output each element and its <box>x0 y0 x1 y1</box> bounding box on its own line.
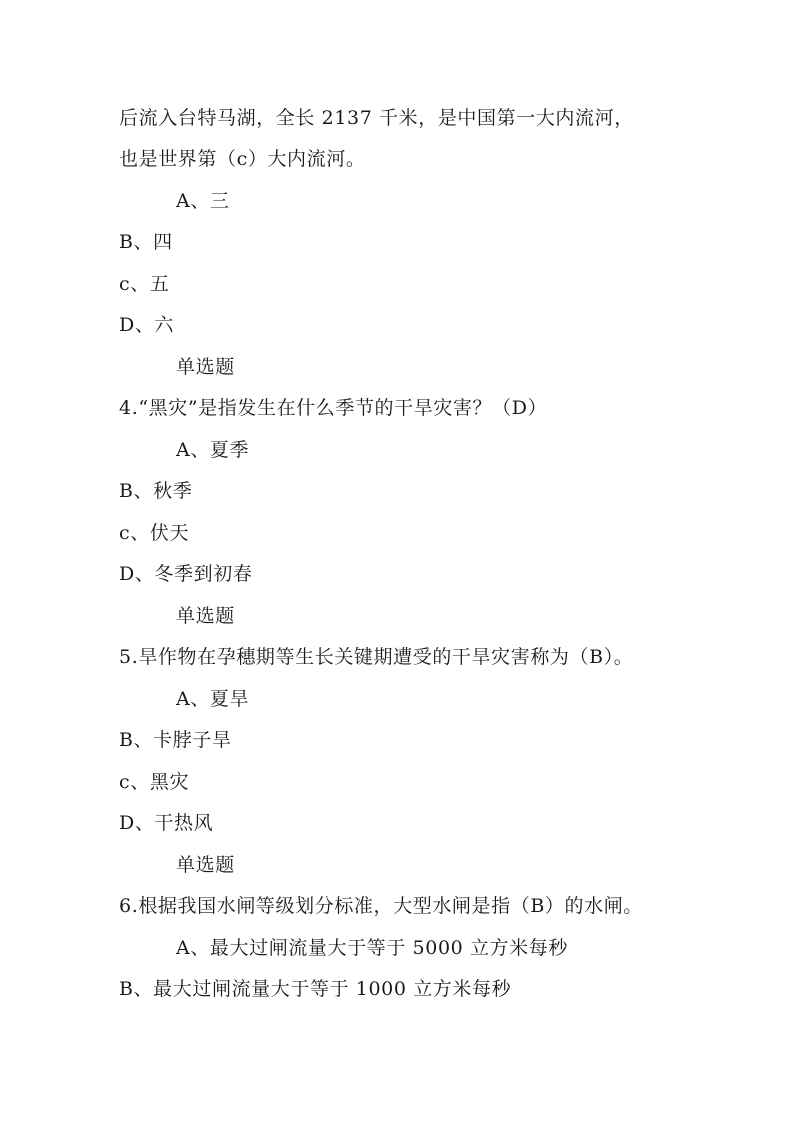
question-5-option-d: D、干热风 <box>119 812 214 834</box>
question-4-option-b: B、秋季 <box>119 480 193 502</box>
question-4-type-label: 单选题 <box>176 356 235 378</box>
question-4-option-a: A、夏季 <box>176 439 250 461</box>
question-4-option-c: c、伏天 <box>119 522 190 544</box>
question-6-text: 6.根据我国水闸等级划分标准，大型水闸是指（B）的水闸。 <box>119 895 643 917</box>
question-3-text-line-2: 也是世界第（c）大内流河。 <box>119 148 366 170</box>
question-5-option-b: B、卡脖子旱 <box>119 729 232 751</box>
question-5-type-label: 单选题 <box>176 605 235 627</box>
question-5-option-c: c、黑灾 <box>119 771 190 793</box>
question-3-option-d: D、六 <box>119 314 175 336</box>
question-3-text-line-1: 后流入台特马湖，全长 2137 千米，是中国第一大内流河， <box>119 107 634 129</box>
question-4-text: 4.“黑灾”是指发生在什么季节的干旱灾害？（D） <box>119 397 548 419</box>
question-5-text: 5.旱作物在孕穗期等生长关键期遭受的干旱灾害称为（B）。 <box>119 646 634 668</box>
question-4-option-d: D、冬季到初春 <box>119 563 253 585</box>
question-6-option-a: A、最大过闸流量大于等于 5000 立方米每秒 <box>176 937 568 959</box>
question-3-option-a: A、三 <box>176 190 230 212</box>
question-6-type-label: 单选题 <box>176 854 235 876</box>
question-6-option-b: B、最大过闸流量大于等于 1000 立方米每秒 <box>119 978 512 1000</box>
question-3-option-b: B、四 <box>119 231 173 253</box>
question-5-option-a: A、夏旱 <box>176 688 250 710</box>
question-3-option-c: c、五 <box>119 273 170 295</box>
